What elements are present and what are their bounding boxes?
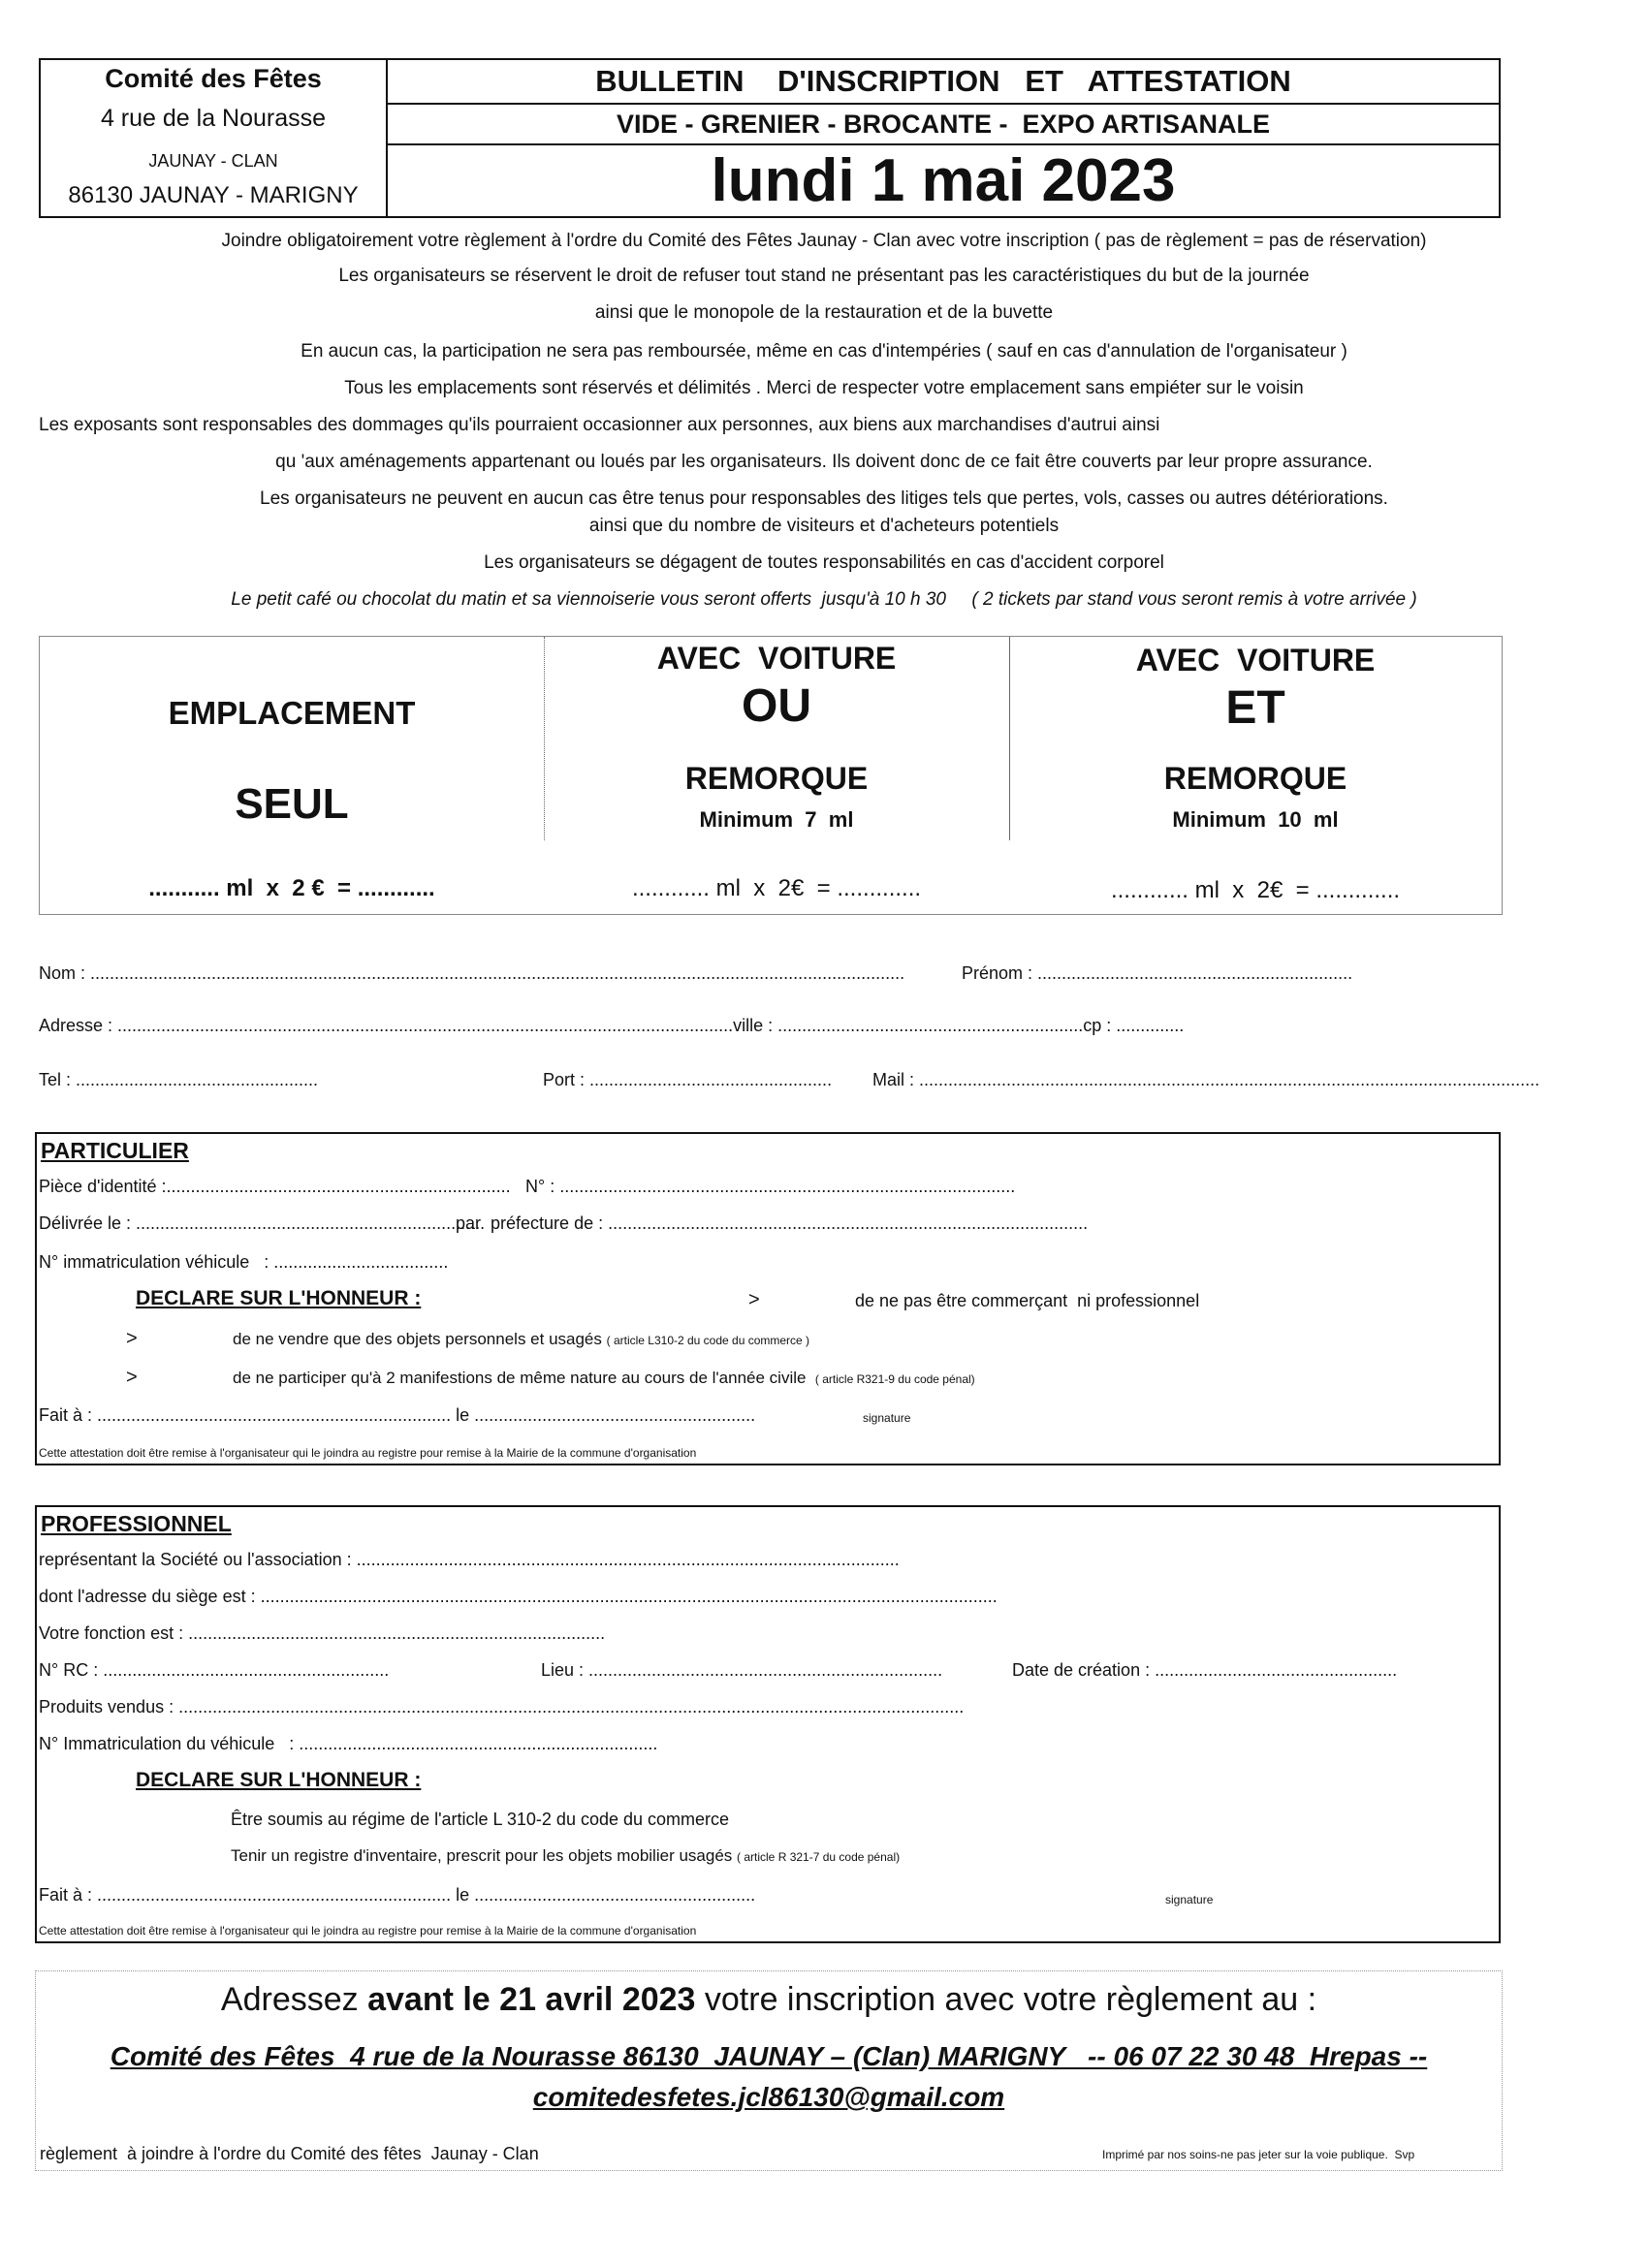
professionnel-item2-ref: ( article R 321-7 du code pénal)	[737, 1850, 901, 1864]
col3-line4: Minimum 10 ml	[1172, 807, 1339, 832]
signature-label: signature	[863, 1411, 911, 1425]
col3-price: ............ ml x 2€ = .............	[1110, 877, 1401, 903]
immat-pro-field[interactable]: N° Immatriculation du véhicule : ..........................................................................	[39, 1734, 658, 1753]
signature-pro-label: signature	[1165, 1893, 1214, 1906]
lieu-field[interactable]: Lieu : .........................................................................	[541, 1660, 943, 1680]
col3-line3: REMORQUE	[1163, 761, 1347, 796]
rc-field[interactable]: N° RC : ...........................................................	[39, 1660, 390, 1680]
col2-line1: AVEC VOITURE	[656, 641, 897, 676]
tel-field[interactable]: Tel : ..................................................	[39, 1070, 319, 1089]
org-name: Comité des Fêtes	[105, 64, 322, 93]
col3-line2: ET	[1225, 682, 1285, 734]
form-title: BULLETIN D'INSCRIPTION ET ATTESTATION	[388, 60, 1499, 105]
particulier-section	[35, 1132, 1501, 1465]
professionnel-declare: DECLARE SUR L'HONNEUR :	[136, 1769, 422, 1791]
footer-imprime: Imprimé par nos soins-ne pas jeter sur la voie publique. Svp	[1102, 2148, 1415, 2161]
rule-2: Les organisateurs se réservent le droit de refuser tout stand ne présentant pas les caractéristiques du but de la journée	[338, 266, 1310, 286]
col1-price: ........... ml x 2 € = ............	[148, 875, 435, 901]
rule-3: ainsi que le monopole de la restauration et de la buvette	[594, 302, 1054, 323]
col1-line2: SEUL	[235, 780, 349, 828]
footer-line-pre: Adressez	[220, 1981, 368, 2018]
particulier-item3	[233, 1369, 975, 1388]
col1-line1: EMPLACEMENT	[168, 695, 416, 731]
creation-field[interactable]: Date de création : ..................................................	[1012, 1660, 1398, 1680]
col2-price: ............ ml x 2€ = .............	[631, 875, 922, 901]
mail-field[interactable]: Mail : ................................................................................................................................	[872, 1070, 1540, 1089]
title-box	[386, 58, 1501, 218]
col2-line3: REMORQUE	[684, 761, 869, 796]
professionnel-item1: Être soumis au régime de l'article L 310-2 du code du commerce	[231, 1810, 730, 1829]
org-city1: JAUNAY - CLAN	[148, 151, 278, 171]
professionnel-note: Cette attestation doit être remise à l'organisateur qui le joindra au registre pour remise à la Mairie de la commune d'organisation	[39, 1924, 697, 1937]
arrow-icon: >	[126, 1367, 138, 1388]
delivree-field[interactable]: Délivrée le : ........................................................................	[39, 1213, 486, 1233]
footer-email[interactable]: comitedesfetes.jcl86130@gmail.com	[532, 2082, 1005, 2112]
footer-address: Comité des Fêtes 4 rue de la Nourasse 86130 JAUNAY – (Clan) MARIGNY -- 06 07 22 30 48 Hrepas --	[110, 2041, 1428, 2071]
port-field[interactable]: Port : ..................................................	[543, 1070, 833, 1089]
fait-field[interactable]: Fait à : ......................................................................... le ..........................................................	[39, 1405, 756, 1425]
prenom-field[interactable]: Prénom : .................................................................	[962, 963, 1353, 983]
siege-field[interactable]: dont l'adresse du siège est : ........................................................................................................................................................	[39, 1587, 998, 1606]
event-date: lundi 1 mai 2023	[711, 147, 1176, 214]
organizer-box	[39, 58, 388, 218]
col2-line4: Minimum 7 ml	[699, 807, 854, 832]
rule-7: qu 'aux aménagements appartenant ou loués par les organisateurs. Ils doivent donc de ce fait être couverts par leur propre assurance.	[275, 452, 1373, 472]
particulier-title: PARTICULIER	[41, 1138, 189, 1163]
col3-line1: AVEC VOITURE	[1135, 643, 1376, 677]
rule-4: En aucun cas, la participation ne sera pas remboursée, même en cas d'intempéries ( sauf en cas d'annulation de l'organisateur )	[301, 341, 1347, 362]
arrow-icon: >	[126, 1328, 138, 1349]
fait-pro-field[interactable]: Fait à : ......................................................................... le ..........................................................	[39, 1885, 756, 1905]
numero-field[interactable]: N° : ..............................................................................................	[525, 1177, 1016, 1196]
professionnel-title: PROFESSIONNEL	[41, 1511, 232, 1536]
particulier-item1: de ne pas être commerçant ni professionnel	[855, 1291, 1200, 1310]
rule-10: Les organisateurs se dégagent de toutes responsabilités en cas d'accident corporel	[484, 552, 1164, 573]
rule-8: Les organisateurs ne peuvent en aucun cas être tenus pour responsables des litiges tels que pertes, vols, casses ou autres détériorations.	[260, 488, 1388, 509]
footer-deadline: avant le 21 avril 2023	[367, 1981, 696, 2018]
pricing-grid	[39, 636, 1503, 915]
org-street: 4 rue de la Nourasse	[100, 105, 327, 132]
societe-field[interactable]: représentant la Société ou l'association : ................................................................................................................	[39, 1550, 900, 1569]
col2-line2: OU	[742, 680, 811, 732]
particulier-note: Cette attestation doit être remise à l'organisateur qui le joindra au registre pour remise à la Mairie de la commune d'organisation	[39, 1446, 697, 1460]
footer-reglement: règlement à joindre à l'ordre du Comité des fêtes Jaunay - Clan	[40, 2144, 539, 2163]
particulier-item3-text: de ne participer qu'à 2 manifestions de même nature au cours de l'année civile	[233, 1369, 807, 1387]
rule-11: Le petit café ou chocolat du matin et sa viennoiserie vous seront offerts jusqu'à 10 h 30 ( 2 tickets par stand vous seront remis à votre arrivée )	[231, 589, 1417, 610]
particulier-declare: DECLARE SUR L'HONNEUR :	[136, 1287, 422, 1309]
adresse-field[interactable]: Adresse : ...............................................................................................................................ville : ...............................................................cp : ..............	[39, 1016, 1185, 1035]
immat-field[interactable]: N° immatriculation véhicule : ....................................	[39, 1252, 449, 1272]
professionnel-section	[35, 1505, 1501, 1943]
arrow-icon: >	[748, 1289, 760, 1310]
footer-line	[36, 1981, 1502, 2019]
rule-1: Joindre obligatoirement votre règlement à l'ordre du Comité des Fêtes Jaunay - Clan avec votre inscription ( pas de règlement = pas de réservation)	[221, 231, 1427, 251]
particulier-item2	[233, 1330, 809, 1349]
piece-identite-field[interactable]: Pièce d'identité :.......................................................................	[39, 1177, 511, 1196]
rule-5: Tous les emplacements sont réservés et délimités . Merci de respecter votre emplacement sans empiéter sur le voisin	[344, 378, 1304, 398]
professionnel-item2	[231, 1846, 900, 1866]
form-subtitle: VIDE - GRENIER - BROCANTE - EXPO ARTISANALE	[388, 105, 1499, 145]
org-city2: 86130 JAUNAY - MARIGNY	[68, 182, 359, 208]
particulier-item3-ref: ( article R321-9 du code pénal)	[814, 1372, 975, 1386]
rule-6: Les exposants sont responsables des dommages qu'ils pourraient occasionner aux personnes, aux biens aux marchandises d'autrui ainsi	[39, 415, 1160, 435]
nom-field[interactable]: Nom : ........................................................................................................................................................................	[39, 963, 905, 983]
prefecture-field[interactable]: par préfecture de : ...................................................................................................	[456, 1213, 1089, 1233]
particulier-item2-text: de ne vendre que des objets personnels et usagés	[233, 1330, 602, 1348]
footer-box	[35, 1970, 1503, 2171]
produits-field[interactable]: Produits vendus : ..................................................................................................................................................................	[39, 1697, 965, 1717]
rule-9: ainsi que du nombre de visiteurs et d'acheteurs potentiels	[588, 516, 1060, 536]
footer-line-post: votre inscription avec votre règlement au :	[695, 1981, 1317, 2018]
professionnel-item2-text: Tenir un registre d'inventaire, prescrit pour les objets mobilier usagés	[231, 1846, 733, 1865]
fonction-field[interactable]: Votre fonction est : ......................................................................................	[39, 1623, 606, 1643]
particulier-item2-ref: ( article L310-2 du code du commerce )	[606, 1334, 810, 1347]
